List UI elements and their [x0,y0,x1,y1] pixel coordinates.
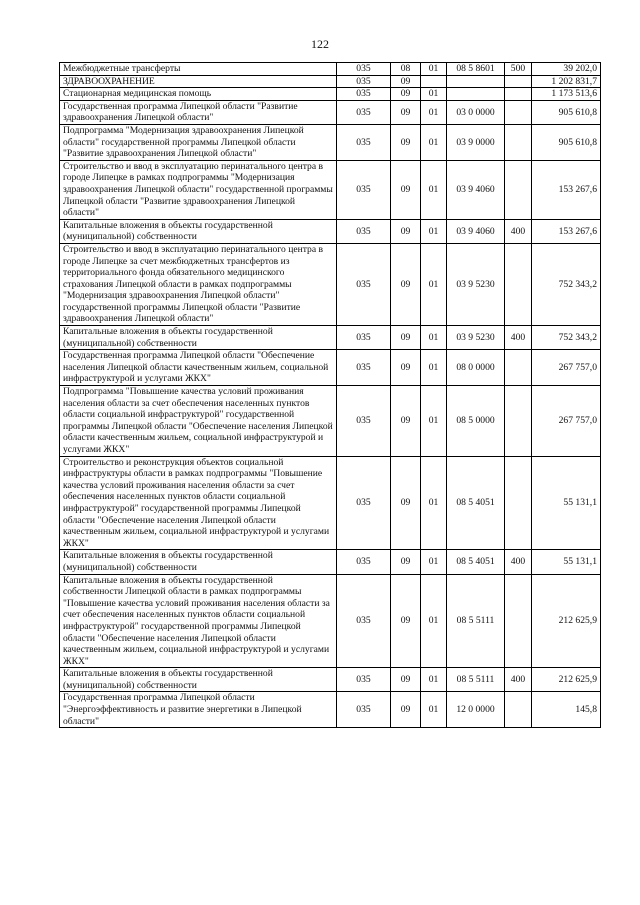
expense-type-cell: 400 [505,550,532,574]
amount-cell: 267 757,0 [532,386,601,457]
ministry-code-cell: 035 [337,326,391,350]
section-code-cell: 08 [391,63,421,76]
row-name-cell: Межбюджетные трансферты [60,63,337,76]
table-row [60,124,601,160]
amount-cell: 212 625,9 [532,574,601,668]
target-article-cell: 08 5 4051 [447,456,505,550]
table-row [60,160,601,219]
ministry-code-cell: 035 [337,350,391,386]
budget-table [59,62,601,728]
expense-type-cell: 400 [505,219,532,243]
expense-type-cell [505,243,532,325]
table-row [60,386,601,457]
target-article-cell: 08 5 4051 [447,550,505,574]
amount-cell: 1 173 513,6 [532,88,601,101]
target-article-cell: 03 0 0000 [447,100,505,124]
section-code-cell: 09 [391,75,421,88]
table-row [60,219,601,243]
expense-type-cell [505,386,532,457]
amount-cell: 1 202 831,7 [532,75,601,88]
subsection-code-cell: 01 [421,574,447,668]
table-row [60,350,601,386]
ministry-code-cell: 035 [337,456,391,550]
subsection-code-cell: 01 [421,386,447,457]
subsection-code-cell: 01 [421,124,447,160]
table-row [60,63,601,76]
amount-cell: 153 267,6 [532,219,601,243]
ministry-code-cell: 035 [337,386,391,457]
row-name-cell: Строительство и ввод в эксплуатацию перинатального центра в городе Липецке в рамках подпрограммы "Модернизация здравоохранения Липецкой области" государственной программы Липецкой области "Развитие здравоохранения Липецкой области" [60,160,337,219]
row-name-cell: Подпрограмма "Повышение качества условий проживания населения области за счет обеспечения населенных пунктов области социальной инфраструктурой" государственной программы Липецкой области "Обеспечение населения Липецкой области качественным жильем, социальной инфраструктурой и услугами ЖКХ" [60,386,337,457]
subsection-code-cell: 01 [421,350,447,386]
row-name-cell: Государственная программа Липецкой области "Энергоэффективность и развитие энергетики в Липецкой области" [60,692,337,728]
subsection-code-cell: 01 [421,550,447,574]
target-article-cell [447,88,505,101]
subsection-code-cell: 01 [421,668,447,692]
section-code-cell: 09 [391,326,421,350]
expense-type-cell [505,75,532,88]
subsection-code-cell [421,75,447,88]
subsection-code-cell: 01 [421,160,447,219]
section-code-cell: 09 [391,124,421,160]
target-article-cell: 03 9 0000 [447,124,505,160]
section-code-cell: 09 [391,574,421,668]
ministry-code-cell: 035 [337,243,391,325]
section-code-cell: 09 [391,160,421,219]
row-name-cell: Капитальные вложения в объекты государственной (муниципальной) собственности [60,550,337,574]
expense-type-cell: 500 [505,63,532,76]
ministry-code-cell: 035 [337,692,391,728]
row-name-cell: Капитальные вложения в объекты государственной (муниципальной) собственности [60,326,337,350]
row-name-cell: Подпрограмма "Модернизация здравоохранения Липецкой области" государственной программы Липецкой области "Развитие здравоохранения Липецкой области" [60,124,337,160]
table-row [60,550,601,574]
row-name-cell: ЗДРАВООХРАНЕНИЕ [60,75,337,88]
target-article-cell: 03 9 4060 [447,219,505,243]
subsection-code-cell: 01 [421,100,447,124]
amount-cell: 145,8 [532,692,601,728]
amount-cell: 212 625,9 [532,668,601,692]
amount-cell: 905 610,8 [532,100,601,124]
expense-type-cell [505,88,532,101]
table-row [60,326,601,350]
amount-cell: 39 202,0 [532,63,601,76]
row-name-cell: Государственная программа Липецкой области "Развитие здравоохранения Липецкой области" [60,100,337,124]
ministry-code-cell: 035 [337,63,391,76]
amount-cell: 905 610,8 [532,124,601,160]
expense-type-cell [505,100,532,124]
ministry-code-cell: 035 [337,100,391,124]
ministry-code-cell: 035 [337,574,391,668]
table-row [60,75,601,88]
table-row [60,692,601,728]
amount-cell: 153 267,6 [532,160,601,219]
target-article-cell: 08 5 8601 [447,63,505,76]
section-code-cell: 09 [391,456,421,550]
budget-table-body [60,63,601,728]
target-article-cell: 08 5 0000 [447,386,505,457]
section-code-cell: 09 [391,550,421,574]
table-row [60,243,601,325]
section-code-cell: 09 [391,386,421,457]
subsection-code-cell: 01 [421,326,447,350]
table-row [60,100,601,124]
subsection-code-cell: 01 [421,243,447,325]
target-article-cell: 03 9 5230 [447,326,505,350]
target-article-cell: 08 5 5111 [447,668,505,692]
section-code-cell: 09 [391,350,421,386]
row-name-cell: Строительство и ввод в эксплуатацию перинатального центра в городе Липецке за счет межбюджетных трансфертов из территориального фонда обязательного медицинского страхования Липецкой области в рамках подпрограммы "Модернизация здравоохранения Липецкой области" государственной программы Липецкой области "Развитие здравоохранения Липецкой области" [60,243,337,325]
section-code-cell: 09 [391,100,421,124]
expense-type-cell [505,350,532,386]
target-article-cell: 08 5 5111 [447,574,505,668]
target-article-cell: 03 9 4060 [447,160,505,219]
expense-type-cell [505,160,532,219]
expense-type-cell [505,574,532,668]
amount-cell: 55 131,1 [532,456,601,550]
amount-cell: 267 757,0 [532,350,601,386]
subsection-code-cell: 01 [421,692,447,728]
row-name-cell: Стационарная медицинская помощь [60,88,337,101]
section-code-cell: 09 [391,668,421,692]
amount-cell: 55 131,1 [532,550,601,574]
ministry-code-cell: 035 [337,160,391,219]
expense-type-cell: 400 [505,668,532,692]
subsection-code-cell: 01 [421,219,447,243]
amount-cell: 752 343,2 [532,243,601,325]
section-code-cell: 09 [391,692,421,728]
target-article-cell: 03 9 5230 [447,243,505,325]
subsection-code-cell: 01 [421,456,447,550]
ministry-code-cell: 035 [337,668,391,692]
row-name-cell: Государственная программа Липецкой области "Обеспечение населения Липецкой области качественным жильем, социальной инфраструктурой и услугами ЖКХ" [60,350,337,386]
ministry-code-cell: 035 [337,219,391,243]
expense-type-cell [505,124,532,160]
row-name-cell: Капитальные вложения в объекты государственной собственности Липецкой области в рамках подпрограммы "Повышение качества условий проживания населения области за счет обеспечения населенных пунктов области социальной инфраструктурой" государственной программы Липецкой области "Обеспечение населения Липецкой области качественным жильем, социальной инфраструктурой и услугами ЖКХ" [60,574,337,668]
page-number: 122 [311,37,329,51]
row-name-cell: Капитальные вложения в объекты государственной (муниципальной) собственности [60,219,337,243]
table-row [60,668,601,692]
section-code-cell: 09 [391,88,421,101]
expense-type-cell [505,692,532,728]
section-code-cell: 09 [391,219,421,243]
table-row [60,574,601,668]
row-name-cell: Строительство и реконструкция объектов социальной инфраструктуры области в рамках подпрограммы "Повышение качества условий проживания населения области за счет обеспечения населенных пунктов области социальной инфраструктурой" государственной программы Липецкой области "Обеспечение населения Липецкой области качественным жильем, социальной инфраструктурой и услугами ЖКХ" [60,456,337,550]
ministry-code-cell: 035 [337,550,391,574]
target-article-cell [447,75,505,88]
table-row [60,456,601,550]
amount-cell: 752 343,2 [532,326,601,350]
section-code-cell: 09 [391,243,421,325]
row-name-cell: Капитальные вложения в объекты государственной (муниципальной) собственности [60,668,337,692]
expense-type-cell: 400 [505,326,532,350]
subsection-code-cell: 01 [421,88,447,101]
subsection-code-cell: 01 [421,63,447,76]
expense-type-cell [505,456,532,550]
ministry-code-cell: 035 [337,124,391,160]
ministry-code-cell: 035 [337,88,391,101]
target-article-cell: 08 0 0000 [447,350,505,386]
ministry-code-cell: 035 [337,75,391,88]
table-row [60,88,601,101]
target-article-cell: 12 0 0000 [447,692,505,728]
